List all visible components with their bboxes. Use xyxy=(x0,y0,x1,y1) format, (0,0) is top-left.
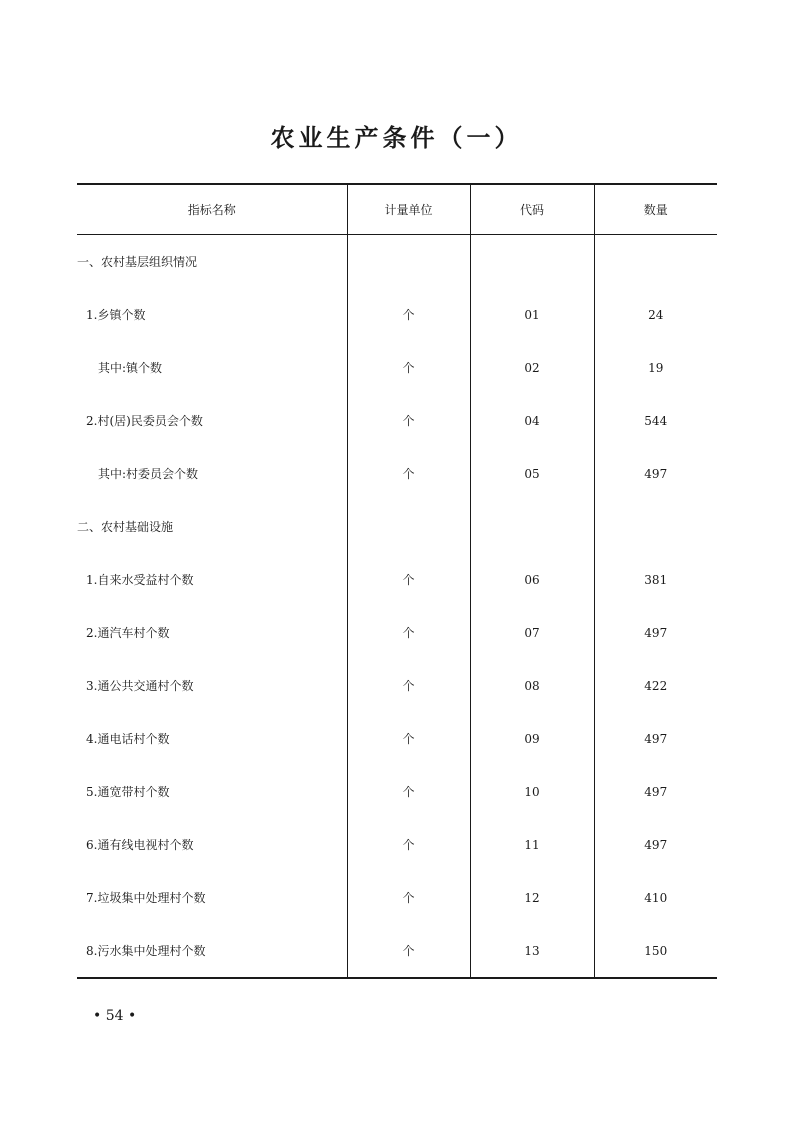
table-row xyxy=(77,659,717,712)
row-code: 06 xyxy=(470,553,594,606)
table-header-row xyxy=(77,184,717,235)
table-row xyxy=(77,235,717,289)
row-code: 05 xyxy=(470,447,594,500)
table-row xyxy=(77,765,717,818)
row-value: 497 xyxy=(594,765,717,818)
row-value: 497 xyxy=(594,447,717,500)
row-unit: 个 xyxy=(347,818,470,871)
row-code: 08 xyxy=(470,659,594,712)
row-name: 2.村(居)民委员会个数 xyxy=(86,414,203,428)
row-code xyxy=(470,235,594,289)
table-row xyxy=(77,500,717,553)
row-name: 8.污水集中处理村个数 xyxy=(86,944,206,958)
row-name: 1.自来水受益村个数 xyxy=(86,573,194,587)
row-name: 2.通汽车村个数 xyxy=(86,626,170,640)
header-value: 数量 xyxy=(594,184,717,235)
row-code: 04 xyxy=(470,394,594,447)
row-value: 24 xyxy=(594,288,717,341)
header-unit: 计量单位 xyxy=(347,184,470,235)
row-value: 544 xyxy=(594,394,717,447)
row-value: 410 xyxy=(594,871,717,924)
row-code xyxy=(470,500,594,553)
page-title: 农业生产条件（一） xyxy=(270,123,523,152)
statistics-table xyxy=(77,183,717,979)
row-unit: 个 xyxy=(347,447,470,500)
row-code: 11 xyxy=(470,818,594,871)
row-unit: 个 xyxy=(347,553,470,606)
row-value xyxy=(594,500,717,553)
table-row xyxy=(77,606,717,659)
row-value: 381 xyxy=(594,553,717,606)
row-name: 7.垃圾集中处理村个数 xyxy=(86,891,206,905)
row-code: 02 xyxy=(470,341,594,394)
row-value: 19 xyxy=(594,341,717,394)
row-code: 13 xyxy=(470,924,594,978)
table-row xyxy=(77,553,717,606)
row-value: 497 xyxy=(594,606,717,659)
table-row xyxy=(77,394,717,447)
row-unit: 个 xyxy=(347,659,470,712)
table-row xyxy=(77,288,717,341)
row-unit: 个 xyxy=(347,606,470,659)
row-unit: 个 xyxy=(347,924,470,978)
row-unit: 个 xyxy=(347,712,470,765)
row-name: 其中:镇个数 xyxy=(98,361,163,375)
table-row xyxy=(77,924,717,978)
row-unit xyxy=(347,235,470,289)
row-name: 其中:村委员会个数 xyxy=(98,467,199,481)
row-value xyxy=(594,235,717,289)
row-unit xyxy=(347,500,470,553)
header-indicator-name: 指标名称 xyxy=(77,184,347,235)
row-name: 3.通公共交通村个数 xyxy=(86,679,194,693)
table-row xyxy=(77,871,717,924)
row-value: 150 xyxy=(594,924,717,978)
table-row xyxy=(77,341,717,394)
table-row xyxy=(77,712,717,765)
row-code: 07 xyxy=(470,606,594,659)
row-name: 6.通有线电视村个数 xyxy=(86,838,194,852)
header-code: 代码 xyxy=(470,184,594,235)
table-row xyxy=(77,447,717,500)
row-unit: 个 xyxy=(347,288,470,341)
row-value: 422 xyxy=(594,659,717,712)
row-name: 二、农村基础设施 xyxy=(77,520,174,534)
row-unit: 个 xyxy=(347,871,470,924)
row-unit: 个 xyxy=(347,765,470,818)
row-code: 09 xyxy=(470,712,594,765)
table-row xyxy=(77,818,717,871)
row-code: 10 xyxy=(470,765,594,818)
row-unit: 个 xyxy=(347,341,470,394)
page-number: • 54 • xyxy=(93,1008,137,1024)
row-name: 4.通电话村个数 xyxy=(86,732,170,746)
row-value: 497 xyxy=(594,818,717,871)
row-name: 1.乡镇个数 xyxy=(86,308,146,322)
row-code: 12 xyxy=(470,871,594,924)
row-value: 497 xyxy=(594,712,717,765)
row-unit: 个 xyxy=(347,394,470,447)
row-name: 5.通宽带村个数 xyxy=(86,785,170,799)
row-code: 01 xyxy=(470,288,594,341)
row-name: 一、农村基层组织情况 xyxy=(77,255,198,269)
